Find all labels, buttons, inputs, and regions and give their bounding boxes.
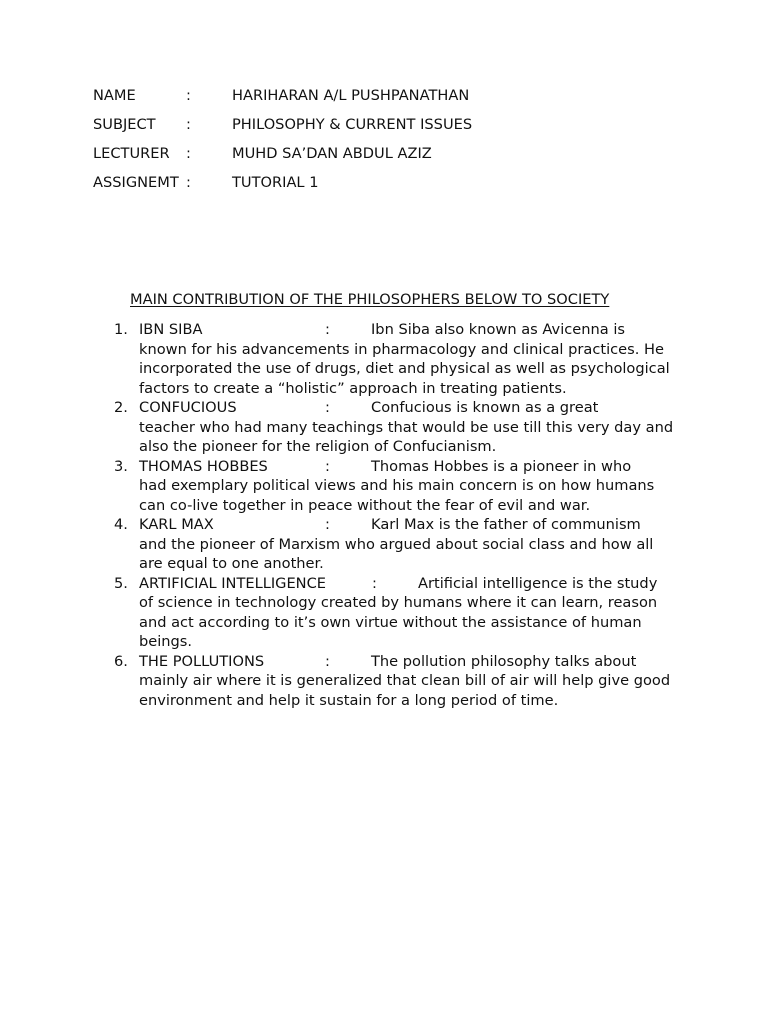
info-label: ASSIGNEMT xyxy=(93,174,179,191)
item-first-line xyxy=(139,457,679,477)
item-lead-text: Confucious is known as a great xyxy=(371,399,599,416)
item-number: 1. xyxy=(114,321,128,338)
info-value: HARIHARAN A/L PUSHPANATHAN xyxy=(232,87,470,104)
item-lead-text: Karl Max is the father of communism xyxy=(371,516,641,533)
item-first-line xyxy=(139,320,679,340)
philosopher-list xyxy=(114,320,679,710)
list-item xyxy=(114,457,679,516)
item-number: 4. xyxy=(114,516,128,533)
item-separator: : xyxy=(372,574,377,592)
item-separator: : xyxy=(325,457,330,475)
item-lead-text: Thomas Hobbes is a pioneer in who xyxy=(371,457,632,475)
info-value: TUTORIAL 1 xyxy=(232,174,319,191)
item-separator: : xyxy=(325,652,330,670)
item-description: known for his advancements in pharmacology and clinical practices. He incorporated the use of drugs, diet and physical as well as psychological factors to create a “holistic” approach in treating patients. xyxy=(139,340,670,397)
item-separator: : xyxy=(325,321,330,338)
item-number: 2. xyxy=(114,399,128,416)
list-item xyxy=(114,320,679,398)
item-first-line xyxy=(139,574,679,594)
list-item xyxy=(114,652,679,711)
list-item xyxy=(114,515,679,574)
item-lead-text: Ibn Siba also known as Avicenna is xyxy=(371,321,625,338)
item-number: 6. xyxy=(114,652,128,670)
info-separator: : xyxy=(186,174,191,191)
info-label: NAME xyxy=(93,87,136,104)
info-label: LECTURER xyxy=(93,145,170,162)
info-value: PHILOSOPHY & CURRENT ISSUES xyxy=(232,116,473,133)
item-lead-text: The pollution philosophy talks about xyxy=(371,652,637,670)
item-name: ARTIFICIAL INTELLIGENCE xyxy=(139,574,327,592)
item-first-line xyxy=(139,652,679,672)
item-name: CONFUCIOUS xyxy=(139,399,237,416)
item-name: IBN SIBA xyxy=(139,321,203,338)
item-description: mainly air where it is generalized that clean bill of air will help give good environment and help it sustain for a long period of time. xyxy=(139,672,671,709)
info-separator: : xyxy=(186,116,191,133)
item-first-line xyxy=(139,515,679,535)
item-description: teacher who had many teachings that would be use till this very day and also the pioneer for the religion of Confucianism. xyxy=(139,418,674,455)
item-number: 5. xyxy=(114,574,128,592)
info-label: SUBJECT xyxy=(93,116,156,133)
item-separator: : xyxy=(325,516,330,533)
item-name: THOMAS HOBBES xyxy=(139,457,268,475)
section-heading: MAIN CONTRIBUTION OF THE PHILOSOPHERS BELOW TO SOCIETY xyxy=(130,291,610,308)
list-item xyxy=(114,574,679,652)
item-first-line xyxy=(139,398,679,418)
list-item xyxy=(114,398,679,457)
item-description: and the pioneer of Marxism who argued about social class and how all are equal to one another. xyxy=(139,535,654,572)
item-description: had exemplary political views and his main concern is on how humans can co-live together in peace without the fear of evil and war. xyxy=(139,477,655,514)
item-separator: : xyxy=(325,399,330,416)
info-separator: : xyxy=(186,87,191,104)
item-lead-text: Artificial intelligence is the study xyxy=(418,574,658,592)
item-name: KARL MAX xyxy=(139,516,214,533)
info-value: MUHD SA’DAN ABDUL AZIZ xyxy=(232,145,432,162)
item-number: 3. xyxy=(114,457,128,475)
item-name: THE POLLUTIONS xyxy=(139,652,265,670)
info-separator: : xyxy=(186,145,191,162)
item-description: of science in technology created by humans where it can learn, reason and act according to it’s own virtue without the assistance of human beings. xyxy=(139,594,658,650)
